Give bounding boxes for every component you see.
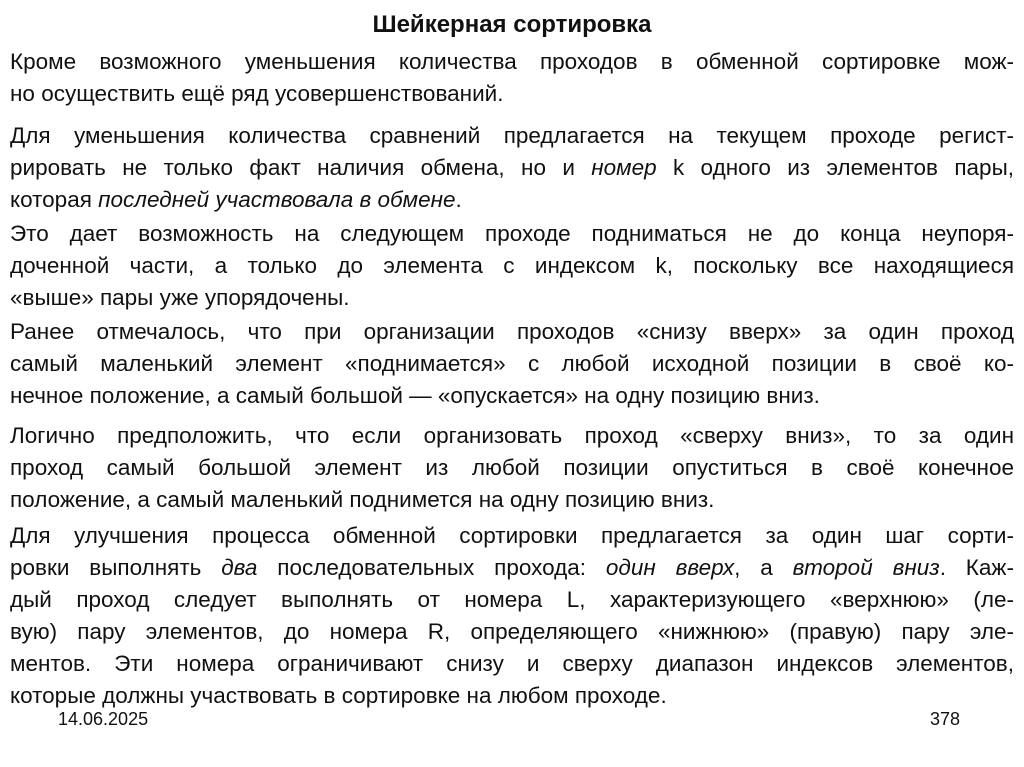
emphasis-last-exchange: последней участвовала в обмене <box>98 187 456 212</box>
text-line <box>10 380 1014 412</box>
paragraph-shaker-step <box>10 520 1014 712</box>
text-line <box>10 218 1014 250</box>
text-line <box>10 250 1014 282</box>
text-line <box>10 46 1014 78</box>
text-run: Логично предположить, что если организовать проход «сверху вниз», то за один <box>10 423 1014 448</box>
paragraph-comparisons <box>10 120 1014 216</box>
text-run: k одного из элементов пары, <box>656 155 1014 180</box>
text-run: . Каж- <box>939 555 1014 580</box>
text-run: Для улучшения процесса обменной сортировки предлагается за один шаг сорти- <box>10 523 1014 548</box>
emphasis-one-up: один вверх <box>605 555 735 580</box>
emphasis-number: номер <box>591 155 657 180</box>
text-run: но осуществить ещё ряд усовершенствований. <box>10 81 504 106</box>
text-line <box>10 484 1014 516</box>
text-line <box>10 520 1014 552</box>
text-run: рировать не только факт наличия обмена, но и <box>10 155 592 180</box>
text-line <box>10 282 1014 314</box>
text-run: которая <box>10 187 99 212</box>
paragraph-top-down <box>10 420 1014 516</box>
text-line <box>10 316 1014 348</box>
text-line <box>10 680 1014 712</box>
text-run: Кроме возможного уменьшения количества проходов в обменной сортировке мож- <box>10 49 1014 74</box>
text-run: «выше» пары уже упорядочены. <box>10 285 350 310</box>
text-line <box>10 616 1014 648</box>
slide-title: Шейкерная сортировка <box>372 11 652 38</box>
paragraph-next-pass <box>10 218 1014 314</box>
text-line <box>10 452 1014 484</box>
text-line <box>10 420 1014 452</box>
text-run: , а <box>734 555 793 580</box>
text-line <box>10 348 1014 380</box>
text-line <box>10 552 1014 584</box>
text-run: последовательных прохода: <box>257 555 606 580</box>
text-line <box>10 152 1014 184</box>
page-number: 378 <box>929 709 960 729</box>
text-line <box>10 184 1014 216</box>
text-run: Ранее отмечалось, что при организации проходов «снизу вверх» за один проход <box>10 319 1014 344</box>
paragraph-bottom-up <box>10 316 1014 412</box>
text-run: нечное положение, а самый большой — «опускается» на одну позицию вниз. <box>10 383 820 408</box>
text-run: положение, а самый маленький поднимется на одну позицию вниз. <box>10 487 715 512</box>
paragraph-intro <box>10 46 1014 110</box>
text-line <box>10 648 1014 680</box>
text-run: . <box>455 187 462 212</box>
text-run: дый проход следует выполнять от номера L, характеризующего «верхнюю» (ле- <box>10 587 1014 612</box>
text-line <box>10 120 1014 152</box>
text-line <box>10 78 1014 110</box>
text-run: самый маленький элемент «поднимается» с любой исходной позиции в своё ко- <box>10 351 1014 376</box>
text-line <box>10 584 1014 616</box>
text-run: ровки выполнять <box>10 555 222 580</box>
emphasis-second-down: второй вниз <box>792 555 940 580</box>
text-run: вую) пару элементов, до номера R, определяющего «нижнюю» (правую) пару эле- <box>10 619 1014 644</box>
text-run: которые должны участвовать в сортировке на любом проходе. <box>10 683 667 708</box>
emphasis-two: два <box>221 555 258 580</box>
text-run: доченной части, а только до элемента с индексом k, поскольку все находящиеся <box>10 253 1014 278</box>
text-run: Это дает возможность на следующем проходе подниматься не до конца неупоря- <box>10 221 1014 246</box>
text-run: ментов. Эти номера ограничивают снизу и сверху диапазон индексов элементов, <box>10 651 1014 676</box>
text-run: Для уменьшения количества сравнений предлагается на текущем проходе регист- <box>10 123 1014 148</box>
footer-date: 14.06.2025 <box>58 709 149 729</box>
text-run: проход самый большой элемент из любой позиции опуститься в своё конечное <box>10 455 1014 480</box>
